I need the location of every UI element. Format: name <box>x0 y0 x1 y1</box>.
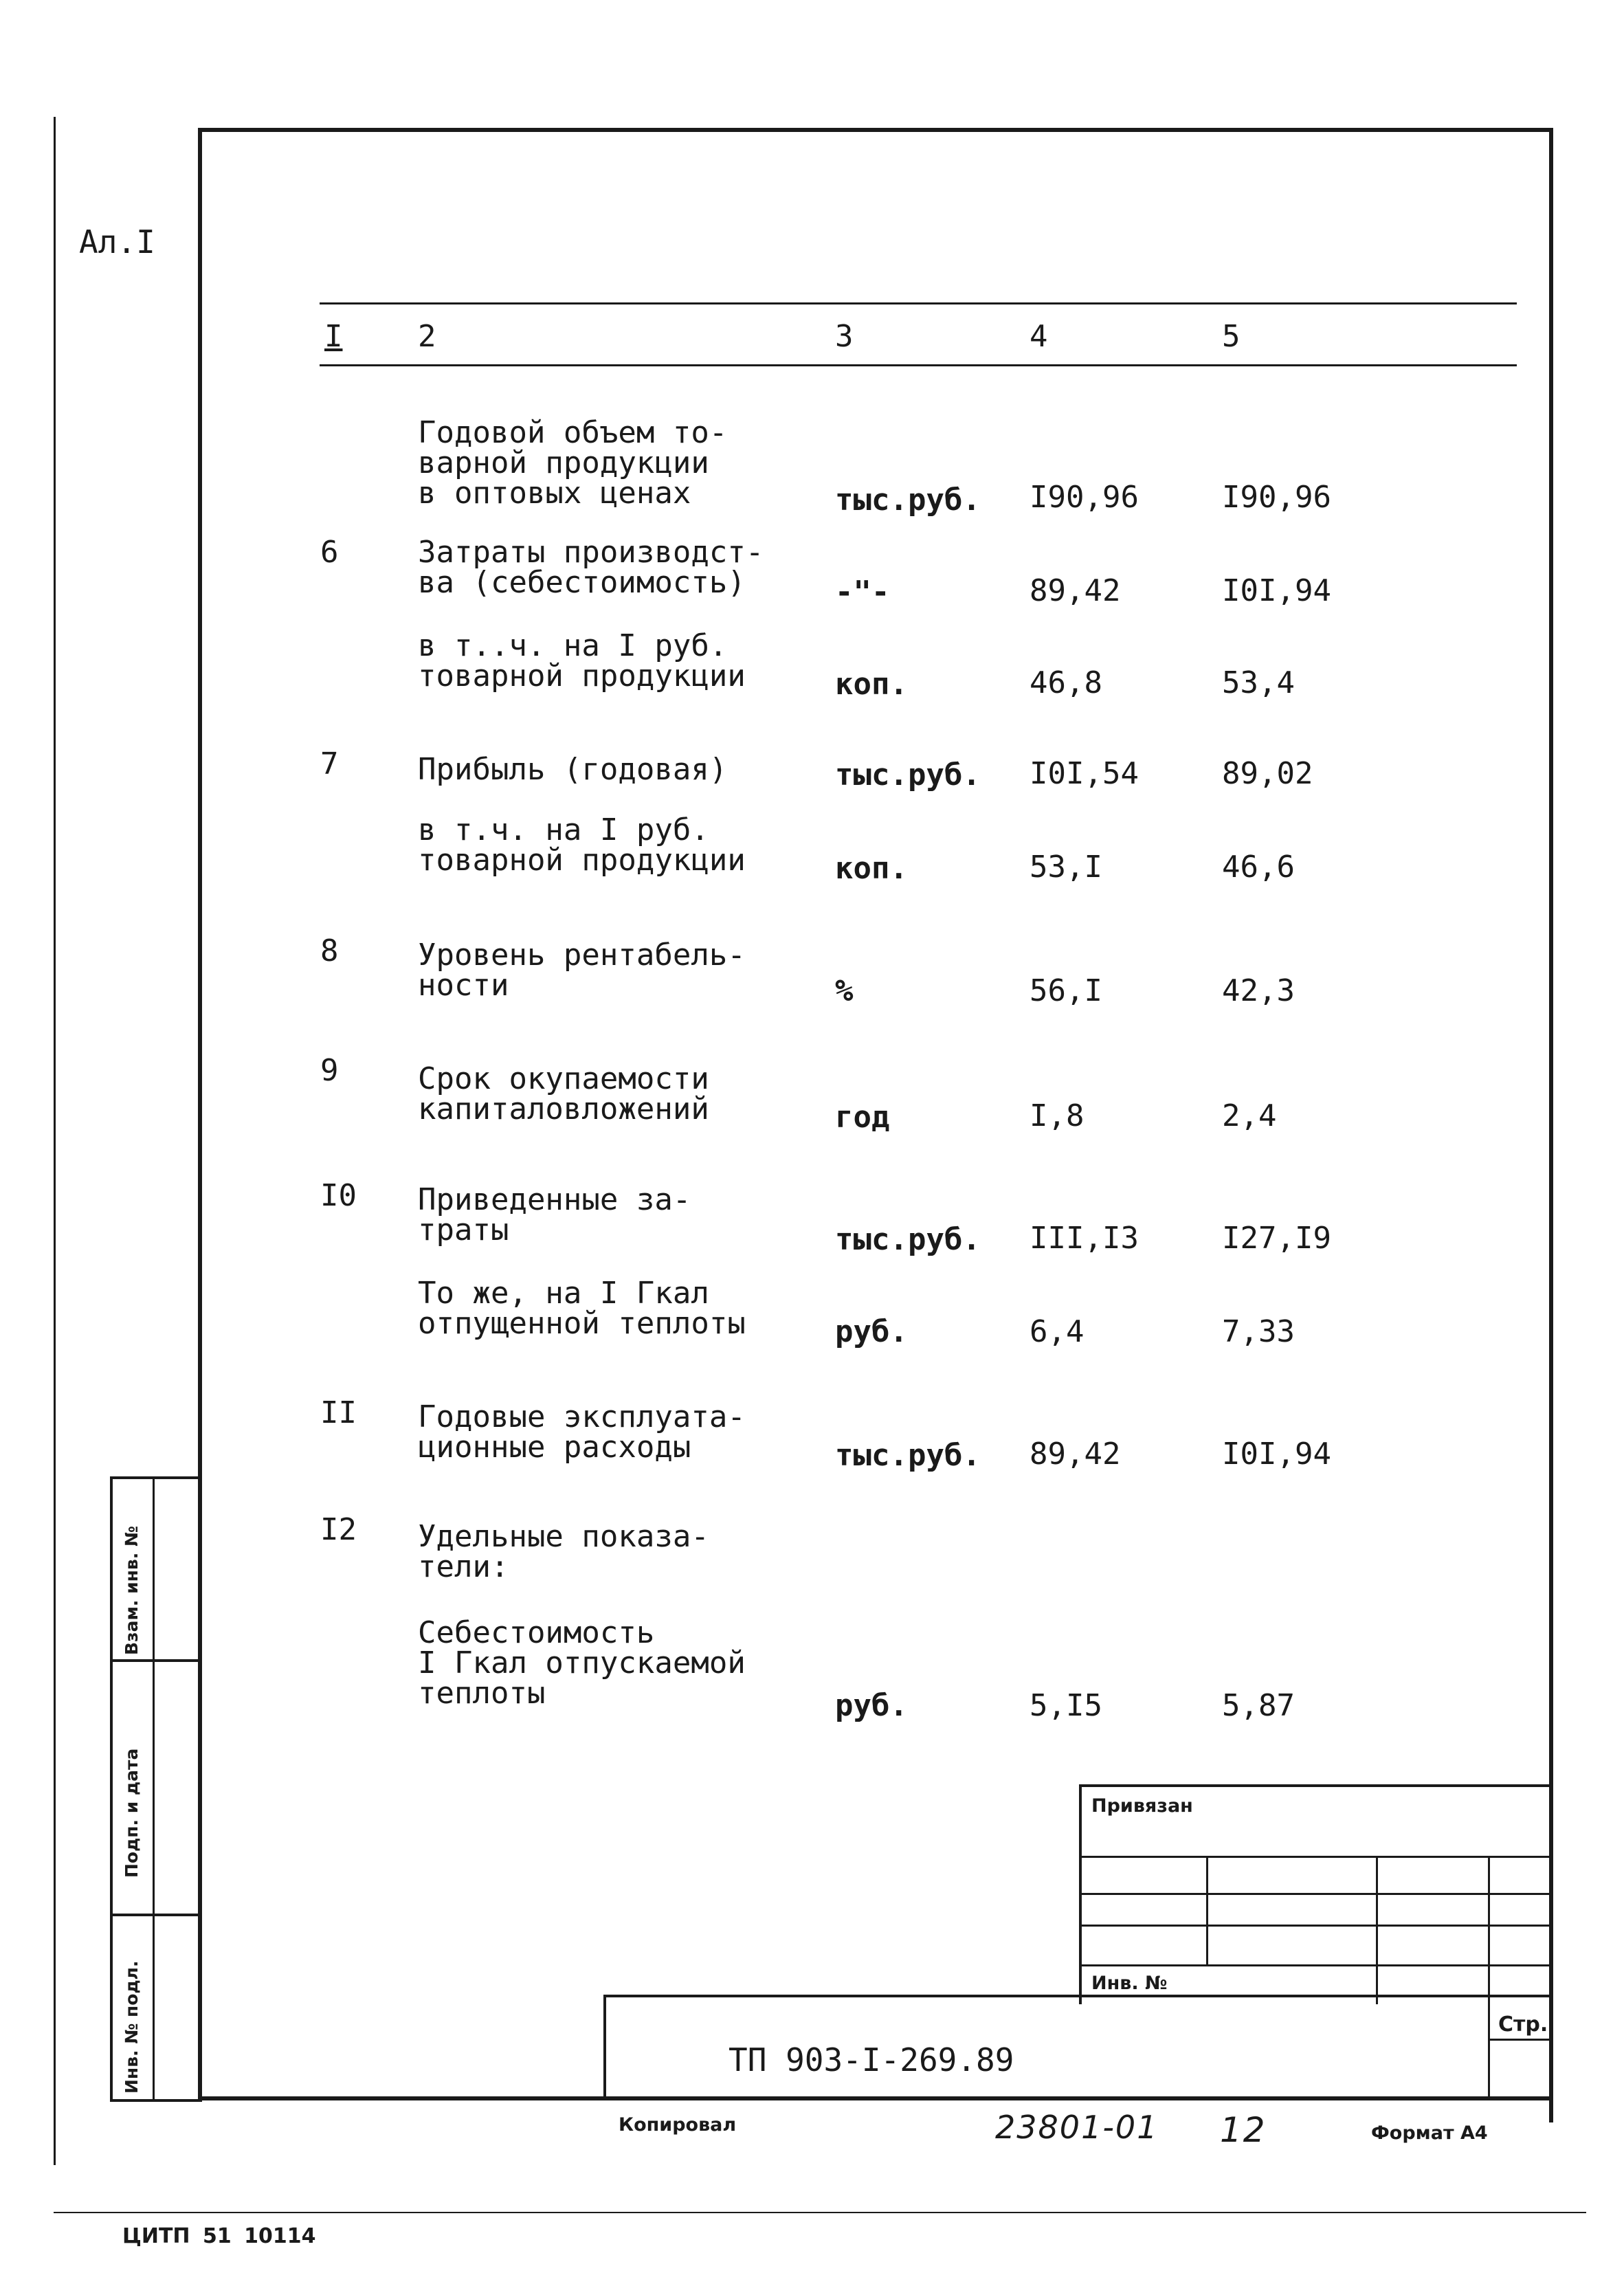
row-4-val5: 46,6 <box>1222 850 1295 885</box>
kopiroval-label: Копировал <box>619 2114 737 2136</box>
header-col-3: 3 <box>835 319 854 354</box>
row-4-val4: 53,I <box>1030 850 1102 885</box>
row-5-num: 8 <box>320 933 339 968</box>
row-3-val5: 89,02 <box>1222 756 1313 791</box>
sheet-label: Ал.I <box>79 223 155 260</box>
frame-top <box>198 128 1553 132</box>
page-number: 12 <box>1220 2110 1267 2150</box>
privyazan-label: Привязан <box>1091 1795 1193 1817</box>
table-top-rule <box>320 302 1517 304</box>
row-3-desc: Прибыль (годовая) <box>418 752 728 787</box>
printer-code: ЦИТП 51 10114 <box>122 2224 316 2248</box>
frame-left <box>198 128 202 2100</box>
row-10-num: I2 <box>320 1512 357 1547</box>
row-0-val4: I90,96 <box>1030 480 1139 515</box>
row-2-desc: в т..ч. на I руб. товарной продукции <box>418 628 746 694</box>
doc-code: ТП 903-I-269.89 <box>728 2041 1014 2078</box>
header-col-5: 5 <box>1222 319 1241 354</box>
row-5-desc: Уровень рентабель- ности <box>418 938 746 1003</box>
row-1-num: 6 <box>320 535 339 570</box>
row-7-desc: Приведенные за- траты <box>418 1182 691 1248</box>
row-2-val4: 46,8 <box>1030 665 1102 700</box>
frame-bottom <box>198 2096 1553 2100</box>
outer-left-edge <box>54 117 56 2165</box>
row-8-desc: То же, на I Гкал отпущенной теплоты <box>418 1276 746 1341</box>
row-7-unit: тыс.руб. <box>835 1222 981 1257</box>
row-3-val4: I0I,54 <box>1030 756 1139 791</box>
row-8-val4: 6,4 <box>1030 1314 1084 1349</box>
vzam-inv-label: Взам. инв. № <box>122 1526 142 1655</box>
row-6-desc: Срок окупаемости капиталовложений <box>418 1061 709 1127</box>
row-7-val4: III,I3 <box>1030 1221 1139 1256</box>
row-8-unit: руб. <box>835 1314 908 1349</box>
row-0-unit: тыс.руб. <box>835 483 981 518</box>
row-11-val5: 5,87 <box>1222 1688 1295 1723</box>
row-2-unit: коп. <box>835 667 908 702</box>
row-7-val5: I27,I9 <box>1222 1221 1331 1256</box>
row-1-val5: I0I,94 <box>1222 573 1331 608</box>
row-2-val5: 53,4 <box>1222 665 1295 700</box>
row-4-unit: коп. <box>835 851 908 886</box>
row-1-unit: -"- <box>835 575 890 610</box>
row-1-desc: Затраты производст- ва (себестоимость) <box>418 535 764 600</box>
page-bottom-edge <box>54 2212 1586 2213</box>
handwritten-number: 23801-01 <box>995 2109 1159 2146</box>
row-3-unit: тыс.руб. <box>835 757 981 792</box>
row-5-val4: 56,I <box>1030 973 1102 1008</box>
row-8-val5: 7,33 <box>1222 1314 1295 1349</box>
table-header-rule <box>320 364 1517 366</box>
header-col-2: 2 <box>418 319 436 354</box>
podp-data-label: Подп. и дата <box>122 1748 142 1878</box>
row-5-unit: % <box>835 973 854 1008</box>
inv-podl-label: Инв. № подл. <box>122 1960 142 2094</box>
str-label: Стр. <box>1498 2013 1548 2037</box>
row-1-val4: 89,42 <box>1030 573 1121 608</box>
row-0-desc: Годовой объем то- варной продукции в оптовых ценах <box>418 415 728 511</box>
row-9-num: II <box>320 1395 357 1430</box>
row-9-desc: Годовые эксплуата- ционные расходы <box>418 1399 746 1465</box>
row-7-num: I0 <box>320 1178 357 1213</box>
row-9-val5: I0I,94 <box>1222 1437 1331 1472</box>
row-4-desc: в т.ч. на I руб. товарной продукции <box>418 812 746 878</box>
row-6-val4: I,8 <box>1030 1098 1084 1133</box>
row-0-val5: I90,96 <box>1222 480 1331 515</box>
row-6-unit: год <box>835 1100 890 1135</box>
row-10-desc: Удельные показа- тели: <box>418 1519 709 1584</box>
row-9-val4: 89,42 <box>1030 1437 1121 1472</box>
row-11-desc: Себестоимость I Гкал отпускаемой теплоты <box>418 1615 746 1711</box>
format-label: Формат А4 <box>1371 2122 1488 2144</box>
row-11-val4: 5,I5 <box>1030 1688 1102 1723</box>
row-6-num: 9 <box>320 1053 339 1088</box>
row-3-num: 7 <box>320 746 339 781</box>
row-5-val5: 42,3 <box>1222 973 1295 1008</box>
header-col-4: 4 <box>1030 319 1048 354</box>
row-11-unit: руб. <box>835 1688 908 1723</box>
row-6-val5: 2,4 <box>1222 1098 1277 1133</box>
row-9-unit: тыс.руб. <box>835 1438 981 1473</box>
header-col-1: I <box>324 319 343 354</box>
frame-right <box>1549 128 1553 2122</box>
inv-no-label: Инв. № <box>1091 1973 1168 1994</box>
